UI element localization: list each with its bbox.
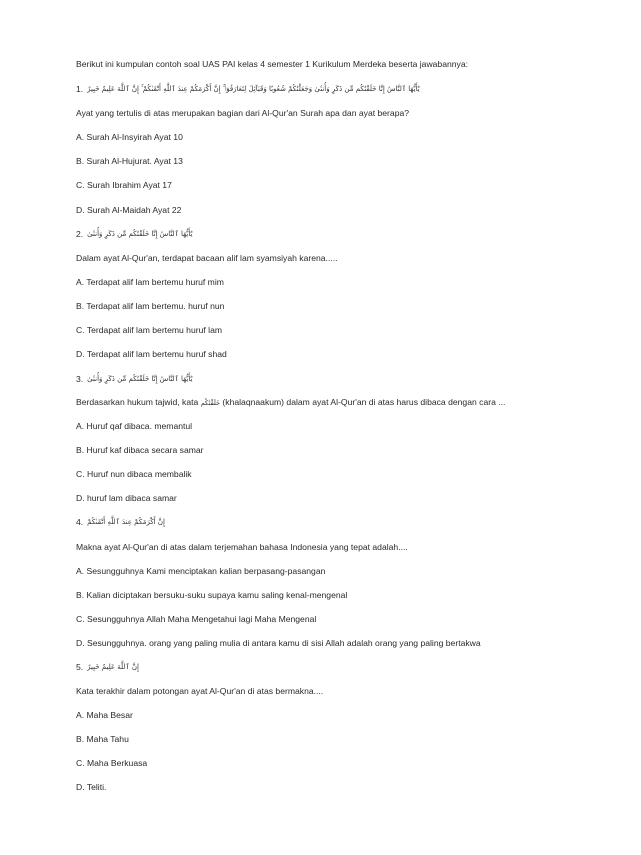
question-2-number: 2. [76,229,84,239]
question-3-option-c: C. Huruf nun dibaca membalik [76,469,192,479]
question-2-option-b: B. Terdapat alif lam bertemu. huruf nun [76,301,225,311]
question-1-option-c: C. Surah Ibrahim Ayat 17 [76,180,172,190]
question-1-text: Ayat yang tertulis di atas merupakan bagian dari Al-Qur'an Surah apa dan ayat berapa? [76,108,410,118]
question-3-option-d: D. huruf lam dibaca samar [76,493,177,503]
question-2-option-c: C. Terdapat alif lam bertemu huruf lam [76,325,223,335]
question-4-text: Makna ayat Al-Qur'an di atas dalam terjemahan bahasa Indonesia yang tepat adalah.... [76,542,408,552]
question-4-option-a: A. Sesungguhnya Kami menciptakan kalian berpasang-pasangan [76,566,326,576]
question-3-number: 3. [76,374,84,384]
question-2-option-a: A. Terdapat alif lam bertemu huruf mim [76,277,224,287]
question-1-number: 1. [76,84,84,94]
question-5-number: 5. [76,662,84,672]
question-4-number: 4. [76,517,84,527]
question-2-text: Dalam ayat Al-Qur'an, terdapat bacaan alif lam syamsiyah karena..... [76,253,338,263]
intro-text: Berikut ini kumpulan contoh soal UAS PAI kelas 4 semester 1 Kurikulum Merdeka beserta jawabannya: [76,59,469,69]
question-1-option-d: D. Surah Al-Maidah Ayat 22 [76,205,182,215]
question-3-arabic-verse: يَٰٓأَيُّهَا ٱلنَّاسُ إِنَّا خَلَقْنَٰكُم مِّن ذَكَرٍ وَأُنثَىٰ [87,375,193,383]
question-1-option-a: A. Surah Al-Insyirah Ayat 10 [76,132,183,142]
question-3-option-b: B. Huruf kaf dibaca secara samar [76,445,204,455]
question-2-option-d: D. Terdapat alif lam bertemu huruf shad [76,349,227,359]
question-1-option-b: B. Surah Al-Hujurat. Ayat 13 [76,156,183,166]
question-3-option-a: A. Huruf qaf dibaca. memantul [76,421,193,431]
question-5-text: Kata terakhir dalam potongan ayat Al-Qur'an di atas bermakna.... [76,686,324,696]
question-5-header [76,661,139,673]
question-5-option-b: B. Maha Tahu [76,734,129,744]
question-1-arabic-verse: يَٰٓأَيُّهَا ٱلنَّاسُ إِنَّا خَلَقْنَٰكُم مِّن ذَكَرٍ وَأُنثَىٰ وَجَعَلْنَٰكُمْ شُعُوبًا وَقَبَآئِلَ لِتَعَارَفُوٓا۟ ۚ إِنَّ أَكْرَمَكُمْ عِندَ ٱللَّهِ أَتْقَىٰكُمْ ۚ إِنَّ ٱللَّهَ عَلِيمٌ خَبِيرٌ [87,84,420,93]
question-4-option-c: C. Sesungguhnya Allah Maha Mengetahui lagi Maha Mengenal [76,614,317,624]
question-1-header [76,83,420,95]
question-2-header [76,228,192,240]
question-4-header [76,516,165,528]
question-5-arabic-verse: إِنَّ ٱللَّهَ عَلِيمٌ خَبِيرٌ [87,663,139,671]
question-4-option-b: B. Kalian diciptakan bersuku-suku supaya kamu saling kenal-mengenal [76,590,348,600]
question-5-option-d: D. Teliti. [76,782,107,792]
question-3-text [76,397,505,409]
question-4-option-d: D. Sesungguhnya. orang yang paling mulia di antara kamu di sisi Allah adalah orang yang paling bertakwa [76,638,481,648]
question-5-option-c: C. Maha Berkuasa [76,758,148,768]
question-2-arabic-verse: يَٰٓأَيُّهَا ٱلنَّاسُ إِنَّا خَلَقْنَٰكُم مِّن ذَكَرٍ وَأُنثَىٰ [87,230,193,238]
question-3-arabic-word: خَلَقْنَٰكُم [200,399,221,407]
question-3-text-after: (khalaqnaakum) dalam ayat Al-Qur'an di atas harus dibaca dengan cara ... [220,397,506,407]
question-3-header [76,373,192,385]
question-3-text-before: Berdasarkan hukum tajwid, kata [76,397,201,407]
question-4-arabic-verse: إِنَّ أَكْرَمَكُمْ عِندَ ٱللَّهِ أَتْقَىٰكُمْ [87,518,165,526]
question-5-option-a: A. Maha Besar [76,710,133,720]
